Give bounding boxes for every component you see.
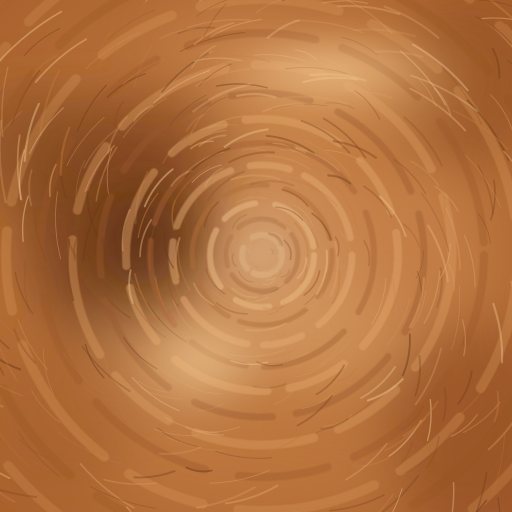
fur-whorl-center (214, 204, 310, 300)
fur-highlight-top (220, 32, 440, 108)
fur-highlight-lower (130, 310, 270, 410)
